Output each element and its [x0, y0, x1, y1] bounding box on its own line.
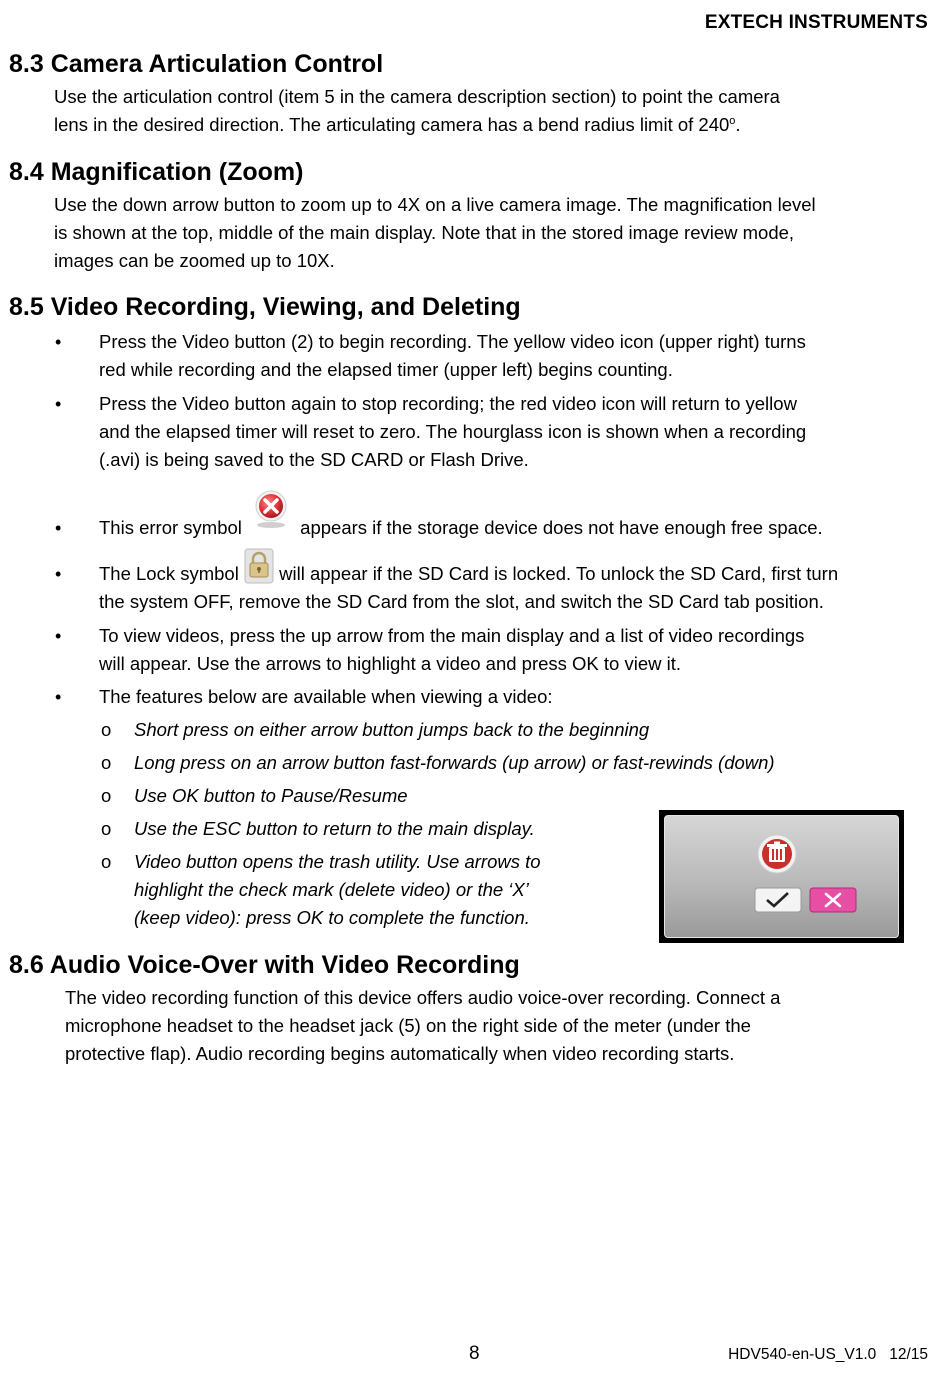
section-8-6-title: 8.6 Audio Voice-Over with Video Recording: [9, 951, 520, 979]
bullet-marker: •: [55, 564, 62, 584]
sub-marker: o: [101, 818, 112, 839]
section-8-3-line-1: Use the articulation control (item 5 in the camera description section) to point the camera: [54, 86, 780, 107]
confirm-check-icon: [755, 888, 801, 912]
sub-marker: o: [101, 719, 112, 740]
lock-icon: [244, 562, 274, 588]
section-8-4-line-2: is shown at the top, middle of the main display. Note that in the stored image review mode,: [54, 222, 795, 243]
section-8-6-line-2: microphone headset to the headset jack (5) on the right side of the meter (under the: [65, 1015, 751, 1036]
error-icon: [251, 515, 291, 543]
bullet-marker: •: [55, 518, 62, 538]
section-8-4-line-1: Use the down arrow button to zoom up to 4X on a live camera image. The magnification level: [54, 194, 816, 215]
document-id: HDV540-en-US_V1.0 12/15: [728, 1346, 928, 1363]
page-number: 8: [469, 1343, 480, 1364]
section-8-3-title: 8.3 Camera Articulation Control: [9, 50, 384, 78]
bullet-line: Press the Video button (2) to begin recording. The yellow video icon (upper right) turns: [99, 331, 806, 352]
sub-marker: o: [101, 851, 112, 872]
cancel-x-icon: [810, 888, 856, 912]
section-8-6-line-1: The video recording function of this device offers audio voice-over recording. Connect a: [65, 987, 781, 1008]
section-8-4-line-3: images can be zoomed up to 10X.: [54, 250, 335, 271]
section-8-4-body: [54, 191, 930, 275]
trash-utility-panel: [664, 815, 899, 938]
trash-icon: [758, 835, 796, 873]
sub-marker: o: [101, 752, 112, 773]
trash-utility-screenshot: [659, 810, 904, 943]
bullet-line: Press the Video button again to stop recording; the red video icon will return to yellow: [99, 393, 797, 414]
bullet-marker: •: [55, 687, 62, 707]
section-8-3-line-2: lens in the desired direction. The articulating camera has a bend radius limit of 240$^o$.: [54, 114, 741, 135]
sub-marker: o: [101, 785, 112, 806]
bullet-line: will appear. Use the arrows to highlight a video and press OK to view it.: [99, 653, 682, 674]
bullet-line: To view videos, press the up arrow from the main display and a list of video recordings: [99, 625, 805, 646]
bullet-line: the system OFF, remove the SD Card from the slot, and switch the SD Card tab position.: [99, 591, 824, 613]
bullet-line: red while recording and the elapsed timer (upper left) begins counting.: [99, 359, 673, 380]
section-8-6-body: [65, 984, 941, 1068]
bullet-marker: •: [55, 394, 62, 414]
bullet-line: and the elapsed timer will reset to zero. The hourglass icon is shown when a recording: [99, 421, 807, 442]
section-8-4-title: 8.4 Magnification (Zoom): [9, 158, 304, 186]
header-brand: EXTECH INSTRUMENTS: [704, 12, 928, 33]
bullet-marker: •: [55, 332, 62, 352]
bullet-line: The features below are available when viewing a video:: [99, 686, 553, 707]
section-8-3-body: [54, 83, 930, 139]
bullet-line: (.avi) is being saved to the SD CARD or Flash Drive.: [99, 449, 529, 470]
section-8-6-line-3: protective flap). Audio recording begins automatically when video recording starts.: [65, 1043, 735, 1064]
bullet-marker: •: [55, 626, 62, 646]
section-8-5-title: 8.5 Video Recording, Viewing, and Deleting: [9, 293, 521, 321]
